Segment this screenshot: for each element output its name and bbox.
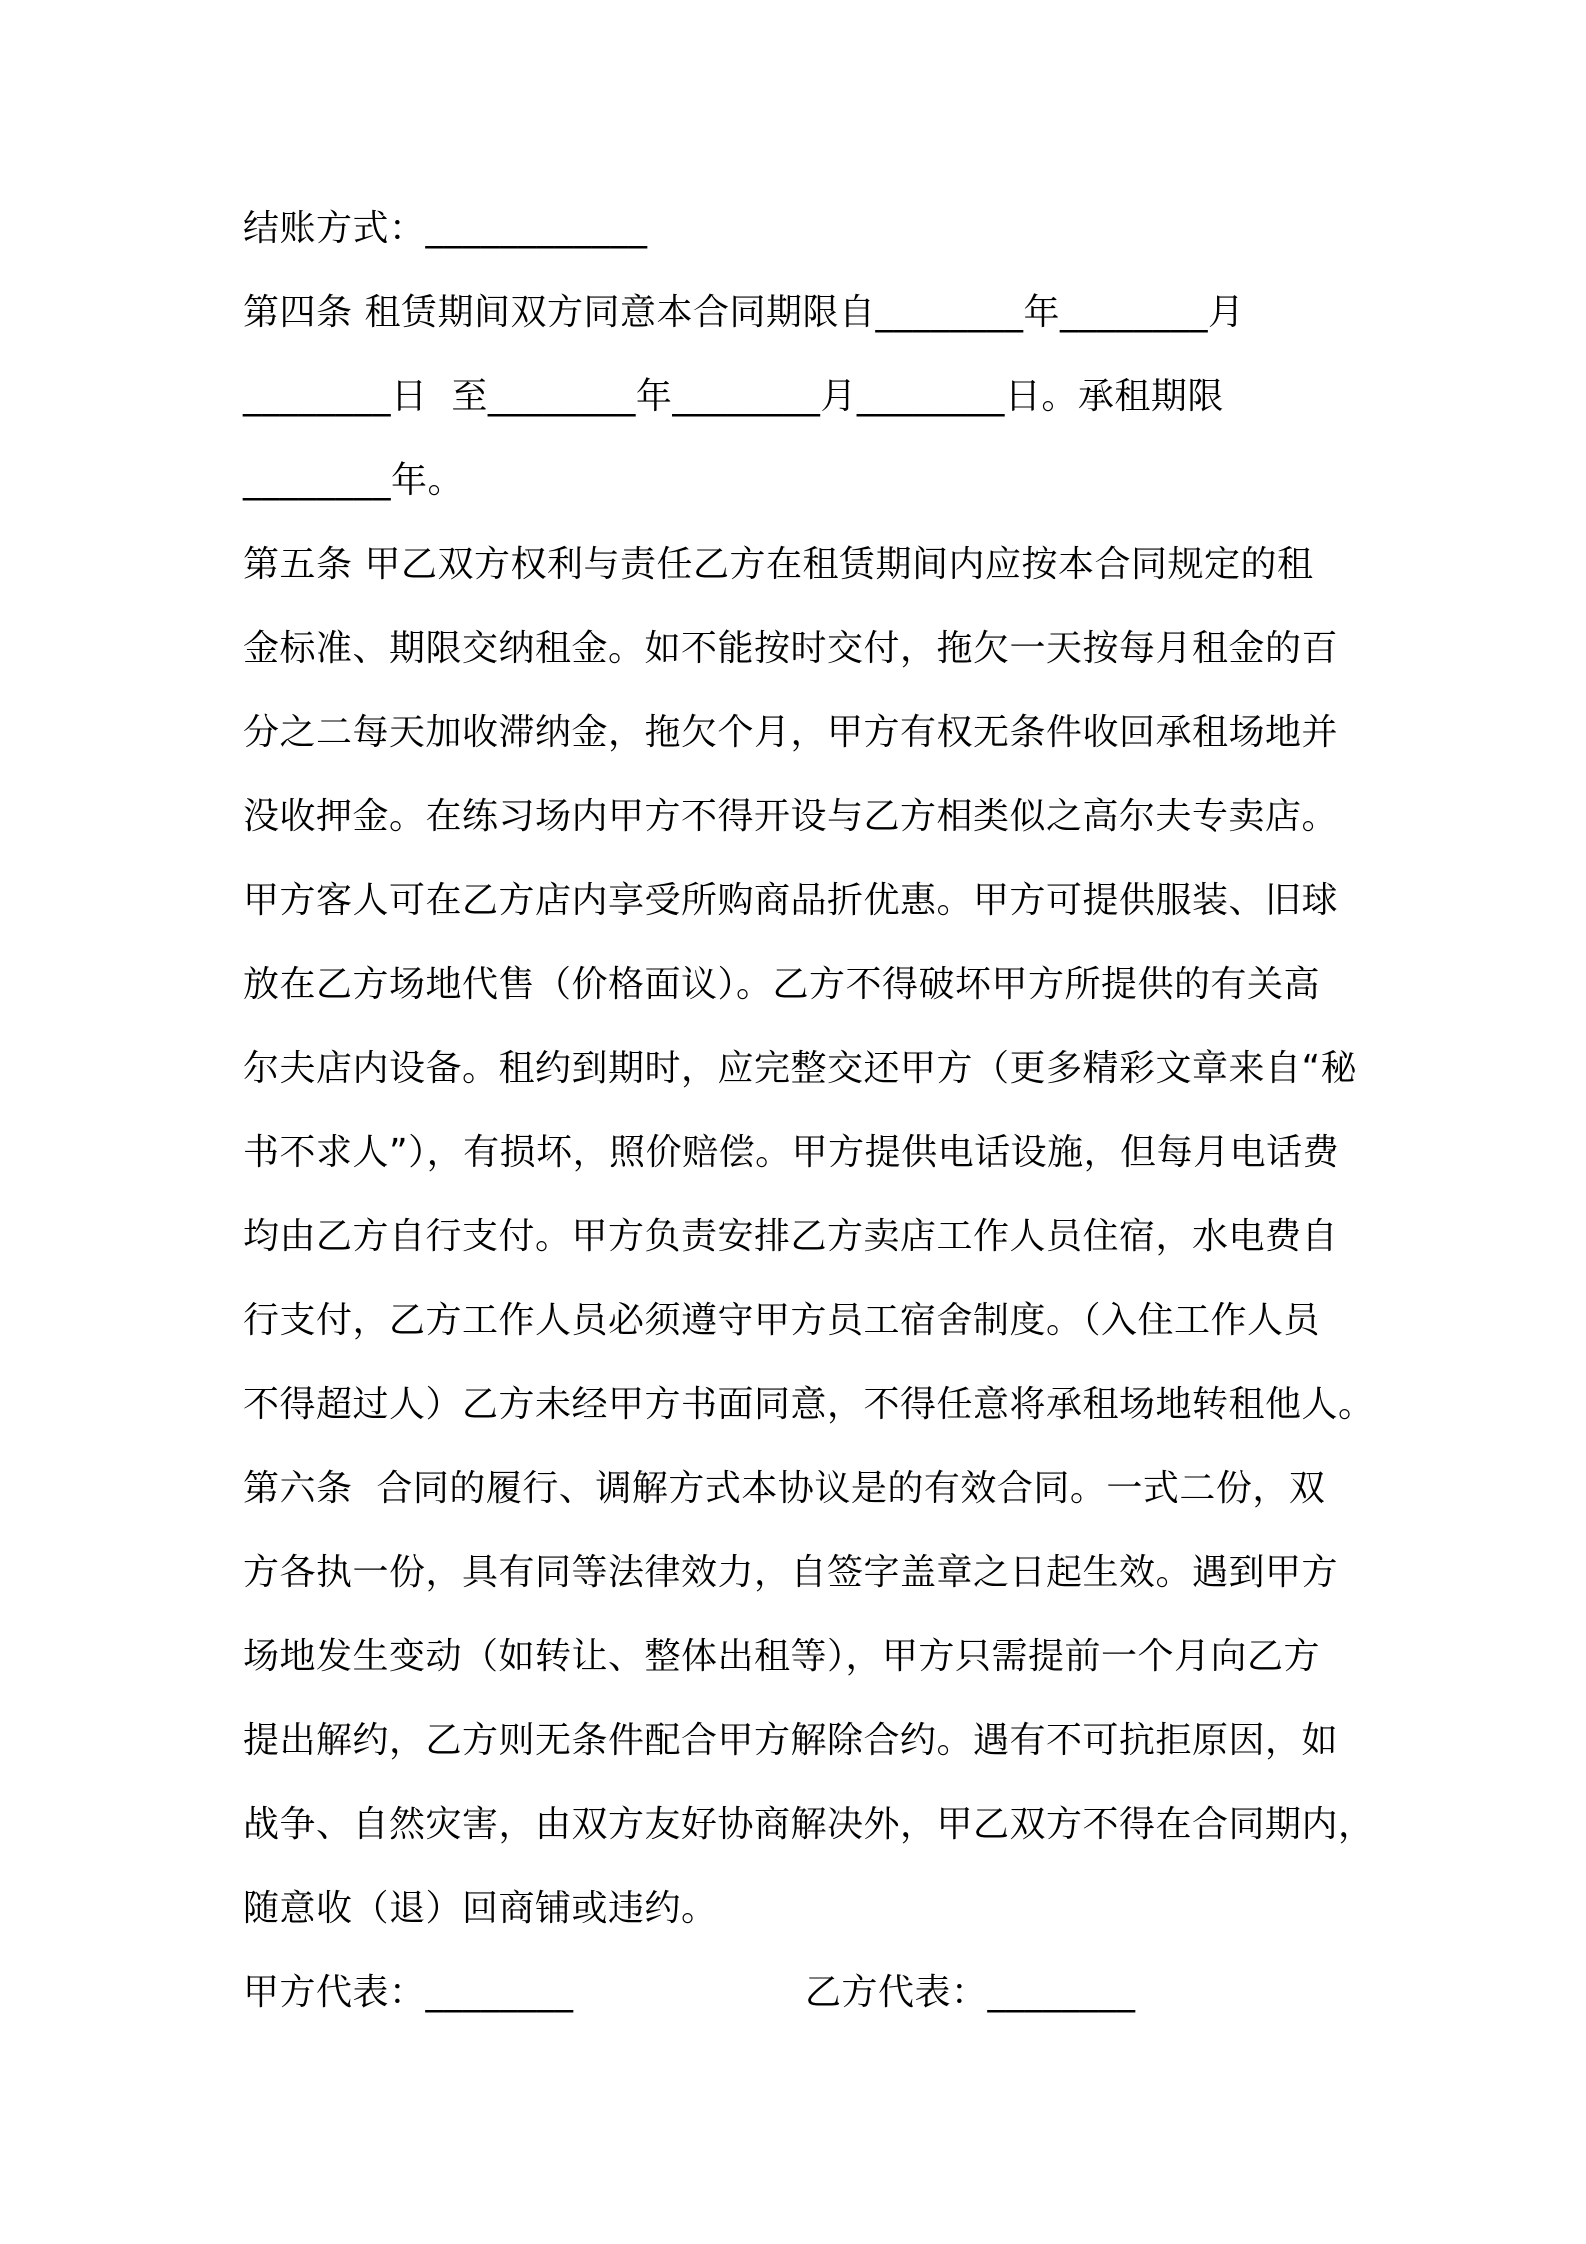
article-5-line-8: 书不求人”），有损坏，照价赔偿。甲方提供电话设施，但每月电话费 bbox=[243, 1132, 1340, 1173]
article-6-line-5: 战争、自然灾害，由双方友好协商解决外，甲乙双方不得在合同期内， bbox=[243, 1804, 1375, 1845]
article-5-line-7: 尔夫店内设备。租约到期时，应完整交还甲方（更多精彩文章来自“秘 bbox=[243, 1048, 1358, 1089]
article-5-line-10: 行支付，乙方工作人员必须遵守甲方员工宿舍制度。（入住工作人员 bbox=[243, 1300, 1321, 1341]
article-6-line-6: 随意收（退）回商铺或违约。 bbox=[243, 1888, 718, 1929]
article-6-line-4: 提出解约，乙方则无条件配合甲方解除合约。遇有不可抗拒原因，如 bbox=[243, 1720, 1339, 1761]
settlement-method-line: 结账方式：____________ bbox=[243, 208, 648, 249]
article-6-line-3: 场地发生变动（如转让、整体出租等），甲方只需提前一个月向乙方 bbox=[243, 1636, 1321, 1677]
article-5-line-9: 均由乙方自行支付。甲方负责安排乙方卖店工作人员住宿，水电费自 bbox=[243, 1216, 1339, 1257]
article-4-number: 第四条 bbox=[243, 292, 353, 333]
article-4-line-1 bbox=[243, 289, 1244, 337]
article-5-line-2: 金标准、期限交纳租金。如不能按时交付，拖欠一天按每月租金的百 bbox=[243, 628, 1339, 669]
article-5-line-3: 分之二每天加收滞纳金，拖欠个月，甲方有权无条件收回承租场地并 bbox=[243, 712, 1339, 753]
article-5-line-6: 放在乙方场地代售（价格面议）。乙方不得破坏甲方所提供的有关高 bbox=[243, 964, 1321, 1005]
article-4-line-3: ________年。 bbox=[243, 460, 465, 501]
article-5-text-1: 甲乙双方权利与责任乙方在租赁期间内应按本合同规定的租 bbox=[352, 544, 1314, 585]
party-b-representative: 乙方代表：________ bbox=[805, 1972, 1136, 2013]
article-5-line-11: 不得超过人）乙方未经甲方书面同意，不得任意将承租场地转租他人。 bbox=[243, 1384, 1375, 1425]
article-5-line-1 bbox=[243, 541, 1313, 589]
article-5-number: 第五条 bbox=[243, 544, 353, 585]
article-6-line-2: 方各执一份，具有同等法律效力，自签字盖章之日起生效。遇到甲方 bbox=[243, 1552, 1339, 1593]
article-4-text-1: 租赁期间双方同意本合同期限自________年________月 bbox=[352, 292, 1245, 333]
article-6-line-1: 第六条 合同的履行、调解方式本协议是的有效合同。一式二份，双 bbox=[243, 1468, 1326, 1509]
party-a-representative: 甲方代表：________ bbox=[243, 1972, 574, 2013]
article-4-line-2: ________日 至________年________月________日。承租期限 bbox=[243, 376, 1224, 417]
article-5-line-5: 甲方客人可在乙方店内享受所购商品折优惠。甲方可提供服装、旧球 bbox=[243, 880, 1339, 921]
article-5-line-4: 没收押金。在练习场内甲方不得开设与乙方相类似之高尔夫专卖店。 bbox=[243, 796, 1339, 837]
